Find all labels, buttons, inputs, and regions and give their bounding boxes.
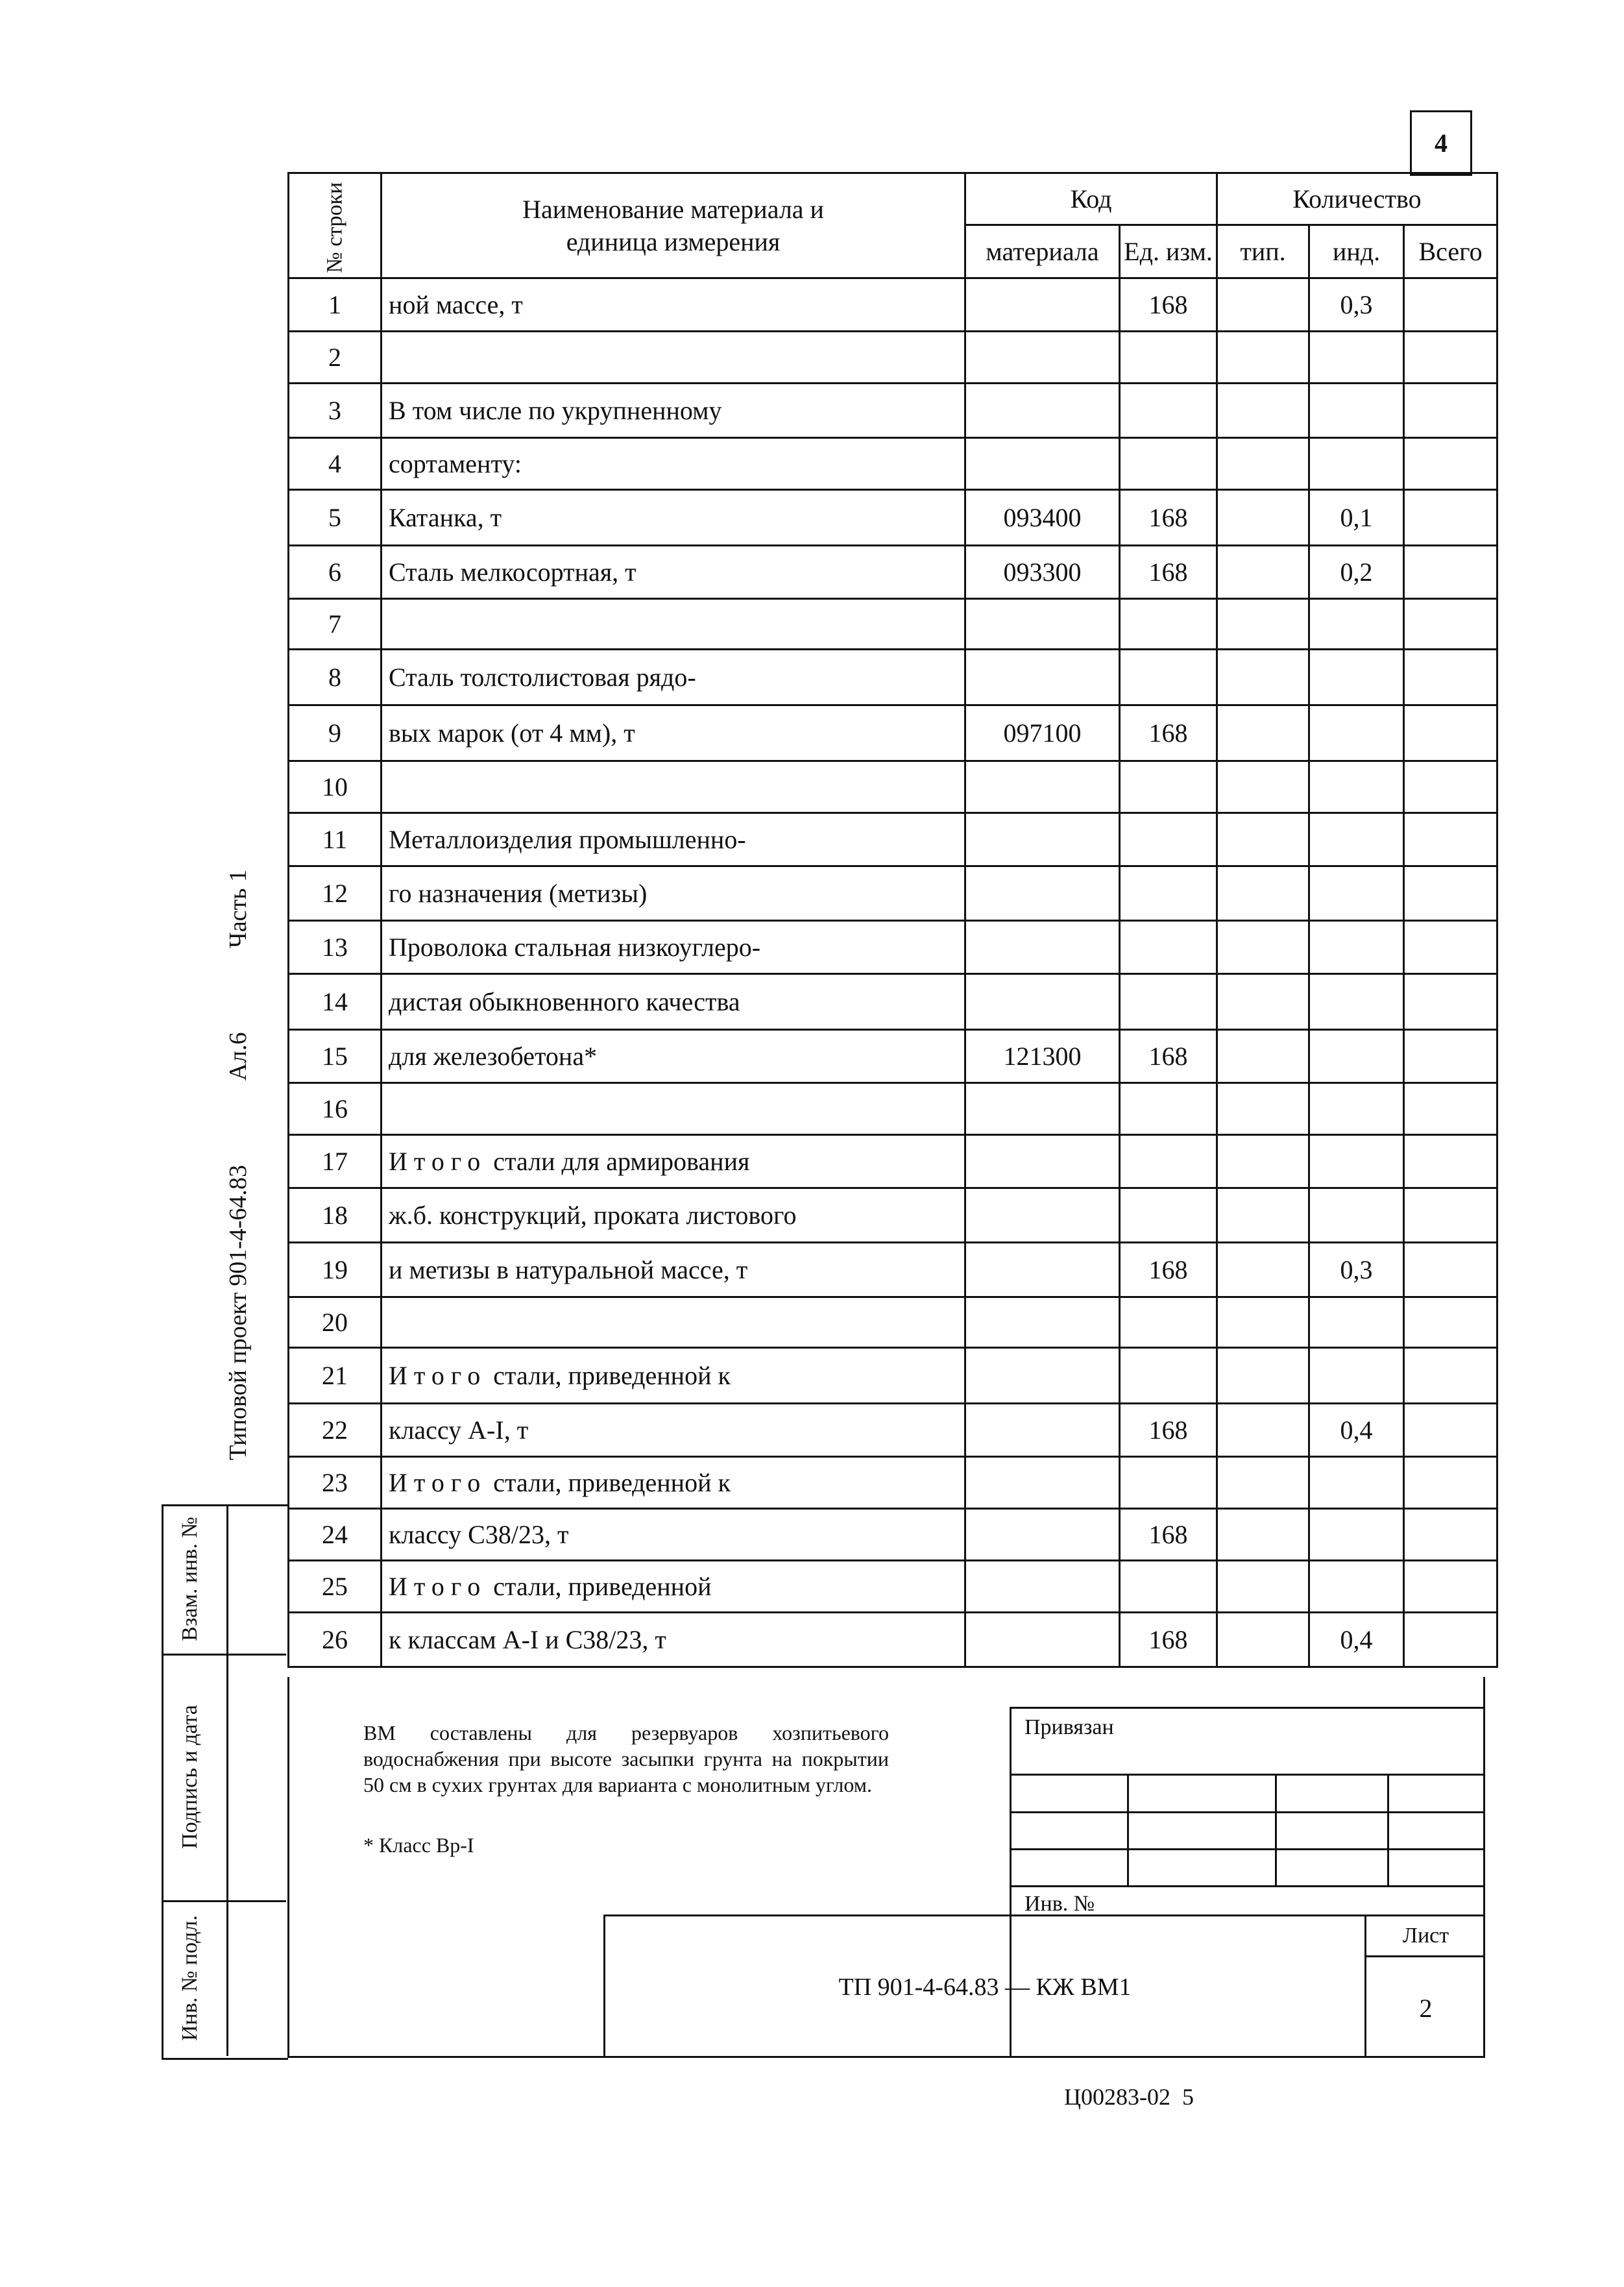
row-name: ж.б. конструкций, проката листового [382, 1188, 965, 1243]
row-qty-total [1404, 866, 1497, 921]
row-unit-code [1120, 438, 1217, 490]
row-qty-total [1404, 278, 1497, 332]
row-number: 22 [289, 1404, 382, 1457]
row-name [382, 1561, 965, 1613]
row-material-code [965, 1297, 1120, 1348]
row-unit-code: 168 [1120, 1404, 1217, 1457]
row-number: 10 [289, 761, 382, 813]
row-name: вых марок (от 4 мм), т [382, 705, 965, 761]
row-material-code [965, 599, 1120, 650]
row-material-code [965, 1188, 1120, 1243]
row-name: Металлоизделия промышленно- [382, 813, 965, 866]
row-number: 17 [289, 1135, 382, 1188]
table-row [289, 921, 1497, 974]
table-row [289, 813, 1497, 866]
row-unit-code [1120, 1561, 1217, 1613]
row-qty-typ [1217, 761, 1309, 813]
label-inv-podl: Инв. № подл. [178, 1915, 202, 2041]
row-unit-code: 168 [1120, 278, 1217, 332]
row-unit-code [1120, 1297, 1217, 1348]
materials-table [287, 172, 1498, 1668]
table-row [289, 1083, 1497, 1135]
row-qty-total [1404, 490, 1497, 546]
table-row [289, 1457, 1497, 1509]
row-unit-code [1120, 1135, 1217, 1188]
row-qty-typ [1217, 1457, 1309, 1509]
row-name-text: стали для армирования [487, 1147, 750, 1176]
row-material-code: 097100 [965, 705, 1120, 761]
row-name-text: стали, приведенной [487, 1572, 712, 1601]
row-qty-ind [1309, 1509, 1404, 1561]
row-qty-typ [1217, 599, 1309, 650]
row-qty-typ [1217, 1348, 1309, 1404]
row-qty-total [1404, 438, 1497, 490]
row-number: 6 [289, 546, 382, 599]
row-qty-ind [1309, 1348, 1404, 1404]
row-material-code [965, 650, 1120, 705]
row-unit-code [1120, 866, 1217, 921]
row-name-lead: Итого [389, 1572, 487, 1601]
row-number: 19 [289, 1243, 382, 1297]
row-qty-typ [1217, 1297, 1309, 1348]
row-unit-code [1120, 332, 1217, 384]
row-material-code [965, 974, 1120, 1030]
row-name-text: стали, приведенной к [487, 1468, 731, 1497]
row-name-lead: Итого [389, 1468, 487, 1497]
row-unit-code: 168 [1120, 1243, 1217, 1297]
table-row [289, 278, 1497, 332]
side-part: Часть 1 [224, 870, 252, 948]
row-number: 23 [289, 1457, 382, 1509]
table-row [289, 1613, 1497, 1667]
row-number: 16 [289, 1083, 382, 1135]
row-material-code: 093300 [965, 546, 1120, 599]
row-qty-ind [1309, 332, 1404, 384]
table-row [289, 1348, 1497, 1404]
row-qty-total [1404, 546, 1497, 599]
header-qty-total: Всего [1404, 225, 1497, 278]
table-row [289, 1188, 1497, 1243]
row-name [382, 761, 965, 813]
row-unit-code: 168 [1120, 705, 1217, 761]
row-unit-code: 168 [1120, 1030, 1217, 1083]
row-qty-ind [1309, 866, 1404, 921]
footnote: * Класс Вр-I [363, 1833, 474, 1857]
row-name: классу С38/23, т [382, 1509, 965, 1561]
table-row [289, 1561, 1497, 1613]
row-material-code: 121300 [965, 1030, 1120, 1083]
row-unit-code: 168 [1120, 490, 1217, 546]
row-name: го назначения (метизы) [382, 866, 965, 921]
bottom-code: Ц00283-02 5 [1064, 2084, 1194, 2110]
row-qty-ind [1309, 1561, 1404, 1613]
row-qty-typ [1217, 546, 1309, 599]
row-qty-typ [1217, 974, 1309, 1030]
row-qty-total [1404, 921, 1497, 974]
row-qty-ind: 0,1 [1309, 490, 1404, 546]
table-row [289, 1297, 1497, 1348]
table-row [289, 546, 1497, 599]
stamp-tied: Привязан [1024, 1715, 1114, 1739]
row-number: 21 [289, 1348, 382, 1404]
row-name-text: стали, приведенной к [487, 1361, 731, 1390]
row-material-code [965, 438, 1120, 490]
row-qty-total [1404, 1613, 1497, 1667]
row-name: Проволока стальная низкоуглеро- [382, 921, 965, 974]
row-qty-total [1404, 813, 1497, 866]
row-qty-ind [1309, 1030, 1404, 1083]
row-qty-ind [1309, 384, 1404, 438]
row-qty-total [1404, 761, 1497, 813]
row-name [382, 1457, 965, 1509]
row-unit-code [1120, 921, 1217, 974]
row-qty-ind [1309, 438, 1404, 490]
row-material-code [965, 1135, 1120, 1188]
header-qty-ind: инд. [1309, 225, 1404, 278]
row-number: 13 [289, 921, 382, 974]
row-name: Сталь мелкосортная, т [382, 546, 965, 599]
row-qty-total [1404, 1561, 1497, 1613]
row-qty-ind [1309, 813, 1404, 866]
side-project: Типовой проект 901-4-64.83 [224, 1165, 252, 1460]
row-qty-total [1404, 384, 1497, 438]
row-number: 3 [289, 384, 382, 438]
row-name [382, 1083, 965, 1135]
row-qty-total [1404, 332, 1497, 384]
row-qty-total [1404, 1135, 1497, 1188]
row-number: 24 [289, 1509, 382, 1561]
row-number: 4 [289, 438, 382, 490]
row-qty-typ [1217, 866, 1309, 921]
row-number: 20 [289, 1297, 382, 1348]
row-name [382, 599, 965, 650]
row-qty-typ [1217, 1243, 1309, 1297]
row-material-code [965, 1613, 1120, 1667]
row-material-code [965, 332, 1120, 384]
row-unit-code [1120, 650, 1217, 705]
row-number: 14 [289, 974, 382, 1030]
note-text: ВМ составлены для резервуаров хозпитьевого водоснабжения при высоте засыпки грунта на покрытии 50 см в сухих грунтах для варианта с монолитным углом. [363, 1721, 889, 1796]
row-qty-ind: 0,4 [1309, 1613, 1404, 1667]
row-qty-ind [1309, 705, 1404, 761]
row-qty-typ [1217, 438, 1309, 490]
row-qty-ind: 0,3 [1309, 1243, 1404, 1297]
row-qty-typ [1217, 384, 1309, 438]
header-code: Код [965, 173, 1217, 225]
row-material-code [965, 384, 1120, 438]
row-material-code [965, 866, 1120, 921]
row-unit-code: 168 [1120, 1509, 1217, 1561]
doc-code: ТП 901-4-64.83 — КЖ ВМ1 [838, 1974, 1132, 2001]
row-material-code [965, 813, 1120, 866]
row-qty-total [1404, 599, 1497, 650]
row-name: Сталь толстолистовая рядо- [382, 650, 965, 705]
row-qty-ind: 0,3 [1309, 278, 1404, 332]
label-sign-date: Подпись и дата [178, 1705, 202, 1849]
row-unit-code [1120, 1457, 1217, 1509]
row-qty-typ [1217, 1135, 1309, 1188]
row-qty-typ [1217, 1561, 1309, 1613]
sheet-number: 2 [1419, 1993, 1433, 2023]
row-qty-ind [1309, 974, 1404, 1030]
row-qty-typ [1217, 1083, 1309, 1135]
row-qty-ind [1309, 599, 1404, 650]
table-row [289, 974, 1497, 1030]
row-qty-typ [1217, 921, 1309, 974]
row-qty-typ [1217, 705, 1309, 761]
table-row [289, 332, 1497, 384]
row-name-lead: Итого [389, 1361, 487, 1390]
row-material-code [965, 1457, 1120, 1509]
row-qty-total [1404, 1188, 1497, 1243]
row-qty-typ [1217, 650, 1309, 705]
row-name: для железобетона* [382, 1030, 965, 1083]
row-qty-total [1404, 974, 1497, 1030]
row-qty-ind [1309, 1083, 1404, 1135]
row-qty-total [1404, 1404, 1497, 1457]
row-name [382, 332, 965, 384]
row-qty-total [1404, 1297, 1497, 1348]
side-text [221, 870, 260, 1460]
row-number: 5 [289, 490, 382, 546]
row-material-code [965, 1404, 1120, 1457]
table-row [289, 705, 1497, 761]
header-code-unit: Ед. изм. [1120, 225, 1217, 278]
header-qty-typ: тип. [1217, 225, 1309, 278]
row-name: и метизы в натуральной массе, т [382, 1243, 965, 1297]
row-name: В том числе по укрупненному [382, 384, 965, 438]
row-qty-total [1404, 1083, 1497, 1135]
row-name: дистая обыкновенного качества [382, 974, 965, 1030]
row-unit-code [1120, 813, 1217, 866]
row-number: 25 [289, 1561, 382, 1613]
row-qty-ind [1309, 1135, 1404, 1188]
row-material-code [965, 1561, 1120, 1613]
side-album: Ал.6 [224, 1032, 252, 1081]
row-qty-ind: 0,4 [1309, 1404, 1404, 1457]
row-unit-code: 168 [1120, 546, 1217, 599]
row-qty-ind [1309, 1457, 1404, 1509]
row-qty-total [1404, 1030, 1497, 1083]
row-unit-code [1120, 1083, 1217, 1135]
table-row [289, 650, 1497, 705]
row-qty-typ [1217, 278, 1309, 332]
row-number: 2 [289, 332, 382, 384]
row-number: 9 [289, 705, 382, 761]
row-qty-total [1404, 1348, 1497, 1404]
page-number: 4 [1410, 110, 1472, 176]
row-number: 15 [289, 1030, 382, 1083]
row-number: 8 [289, 650, 382, 705]
table-row [289, 1135, 1497, 1188]
row-qty-total [1404, 1243, 1497, 1297]
row-unit-code [1120, 974, 1217, 1030]
row-material-code [965, 1083, 1120, 1135]
row-name [382, 1135, 965, 1188]
table-row [289, 384, 1497, 438]
row-unit-code [1120, 599, 1217, 650]
row-qty-total [1404, 650, 1497, 705]
row-qty-ind [1309, 1297, 1404, 1348]
row-name: Катанка, т [382, 490, 965, 546]
row-material-code: 093400 [965, 490, 1120, 546]
row-name-lead: Итого [389, 1147, 487, 1176]
row-unit-code [1120, 384, 1217, 438]
row-qty-ind [1309, 650, 1404, 705]
title-block [603, 1914, 1483, 2058]
row-material-code [965, 1243, 1120, 1297]
row-unit-code [1120, 1348, 1217, 1404]
table-row [289, 438, 1497, 490]
header-code-material: материала [965, 225, 1120, 278]
row-qty-typ [1217, 1188, 1309, 1243]
row-unit-code [1120, 761, 1217, 813]
row-name [382, 1348, 965, 1404]
row-material-code [965, 278, 1120, 332]
header-row-no: № строки [289, 173, 382, 278]
row-qty-total [1404, 1457, 1497, 1509]
row-name: сортаменту: [382, 438, 965, 490]
row-unit-code: 168 [1120, 1613, 1217, 1667]
stamp-inv: Инв. № [1024, 1892, 1095, 1916]
row-qty-typ [1217, 1030, 1309, 1083]
table-row [289, 599, 1497, 650]
row-unit-code [1120, 1188, 1217, 1243]
row-qty-typ [1217, 1404, 1309, 1457]
row-material-code [965, 921, 1120, 974]
row-name: к классам А-I и С38/23, т [382, 1613, 965, 1667]
row-qty-ind: 0,2 [1309, 546, 1404, 599]
row-number: 26 [289, 1613, 382, 1667]
row-qty-ind [1309, 761, 1404, 813]
row-name: ной массе, т [382, 278, 965, 332]
row-qty-typ [1217, 490, 1309, 546]
row-material-code [965, 1509, 1120, 1561]
table-row [289, 1509, 1497, 1561]
row-material-code [965, 1348, 1120, 1404]
table-row [289, 761, 1497, 813]
row-number: 11 [289, 813, 382, 866]
header-quantity: Количество [1217, 173, 1497, 225]
row-qty-total [1404, 1509, 1497, 1561]
row-qty-ind [1309, 1188, 1404, 1243]
table-row [289, 1030, 1497, 1083]
row-number: 12 [289, 866, 382, 921]
row-qty-typ [1217, 1613, 1309, 1667]
row-qty-typ [1217, 1509, 1309, 1561]
sheet-label: Лист [1402, 1924, 1449, 1948]
row-number: 18 [289, 1188, 382, 1243]
table-row [289, 1404, 1497, 1457]
row-name [382, 1297, 965, 1348]
table-row [289, 866, 1497, 921]
row-material-code [965, 761, 1120, 813]
row-name: классу А-I, т [382, 1404, 965, 1457]
row-qty-total [1404, 705, 1497, 761]
header-name: Наименование материала и единица измерения [382, 173, 965, 278]
row-number: 7 [289, 599, 382, 650]
table-row [289, 490, 1497, 546]
row-qty-ind [1309, 921, 1404, 974]
label-vzam-inv: Взам. инв. № [178, 1517, 202, 1641]
row-qty-typ [1217, 813, 1309, 866]
row-number: 1 [289, 278, 382, 332]
table-row [289, 1243, 1497, 1297]
row-qty-typ [1217, 332, 1309, 384]
